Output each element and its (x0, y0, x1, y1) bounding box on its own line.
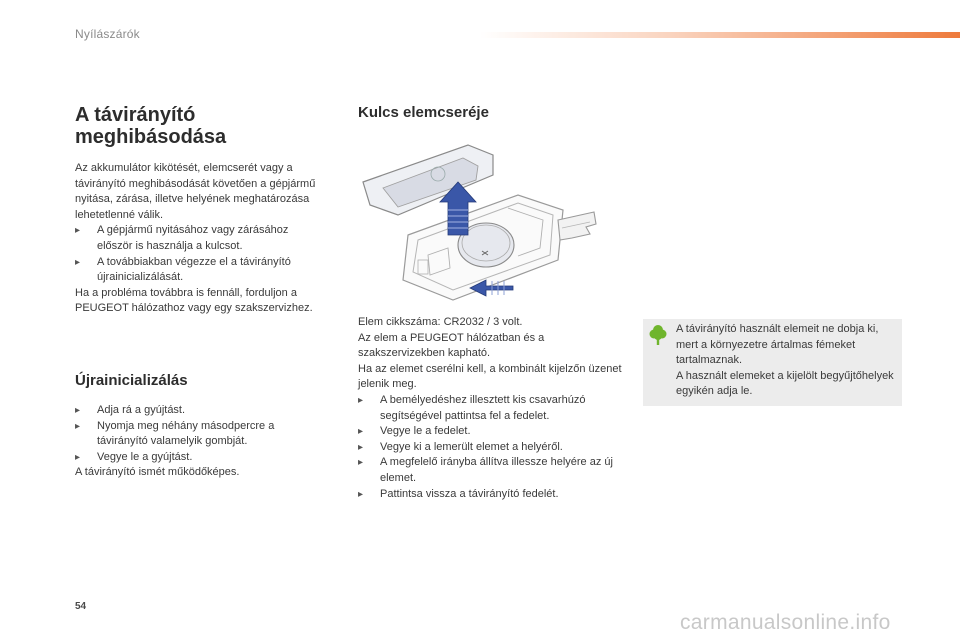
section-title-line2: meghibásodása (75, 126, 227, 148)
bullet-marker: ▸ (358, 457, 364, 469)
list-item: ▸ Nyomja meg néhány másodpercre a távirányító valamelyik gombját. (75, 419, 275, 448)
section-title (75, 104, 325, 148)
bullet-marker: ▸ (358, 426, 364, 438)
battery-title: Kulcs elemcseréje (358, 104, 489, 121)
list-item: ▸ A megfelelő irányba állítva illessze helyére az új elemet. (358, 456, 613, 484)
tree-icon (649, 324, 667, 346)
bullet-marker: ▸ (75, 256, 81, 268)
eco-line: A használt elemeket a kijelölt begyűjtőhelyek egyikén adja le. (676, 369, 894, 398)
header-title: Nyílászárók (75, 27, 140, 41)
watermark: carmanualsonline.info (680, 611, 891, 634)
remote-failure-section (75, 104, 325, 317)
bullet-marker: ▸ (75, 451, 81, 463)
list-item: ▸ A bemélyedéshez illesztett kis csavarhúzó segítségével pattintsa fel a fedelet. (358, 393, 586, 422)
bullet-marker: ▸ (358, 488, 364, 500)
list-item: ▸ Pattintsa vissza a távirányító fedelét. (358, 487, 623, 503)
reinit-bullet-list (75, 403, 325, 465)
page-number: 54 (75, 601, 87, 612)
eco-line: A távirányító használt elemeit ne dobja ki, mert a környezetre ártalmas fémeket tartalmaznak. (676, 323, 879, 367)
failure-bullet-list (75, 223, 325, 285)
battery-section (358, 104, 623, 121)
intro-paragraph: Az akkumulátor kikötését, elemcserét vagy a távirányító meghibásodását követően a gépjármű nyitása, zárása, illetve helyének meghatározása lehetetlenné válik. (75, 162, 316, 221)
list-item: ▸ Adja rá a gyújtást. (75, 403, 325, 419)
battery-line: Az elem a PEUGEOT hálózatban és a szakszervizekben kapható. (358, 331, 545, 360)
reinit-section (75, 372, 325, 481)
bullet-marker: ▸ (75, 405, 81, 416)
list-item: ▸ A gépjármű nyitásához vagy zárásához először is használja a kulcsot. (75, 224, 289, 252)
list-item: ▸ A továbbiakban végezze el a távirányító újrainicializálását. (75, 255, 291, 284)
list-item: ▸ Vegye le a fedelet. (358, 424, 623, 440)
outro-paragraph: Ha a probléma továbbra is fennáll, forduljon a PEUGEOT hálózathoz vagy egy szakszervizhez. (75, 286, 313, 315)
battery-line: Ha az elemet cserélni kell, a kombinált kijelzőn üzenet jelenik meg. (358, 362, 622, 391)
battery-bullet-list (358, 393, 623, 502)
battery-instructions (358, 315, 623, 502)
section-title-line1: A távirányító (75, 104, 196, 126)
reinit-outro: A távirányító ismét működőképes. (75, 466, 240, 479)
key-battery-illustration (358, 140, 598, 305)
reinit-title: Újrainicializálás (75, 372, 188, 389)
bullet-marker: ▸ (358, 394, 364, 406)
list-item: ▸ Vegye ki a lemerült elemet a helyéről. (358, 440, 623, 456)
bullet-marker: ▸ (75, 225, 81, 237)
bullet-marker: ▸ (358, 441, 364, 453)
bullet-marker: ▸ (75, 420, 81, 432)
header-accent-bar (480, 32, 960, 38)
eco-note-box (643, 319, 902, 406)
list-item: ▸ Vegye le a gyújtást. (75, 450, 325, 466)
battery-line: Elem cikkszáma: CR2032 / 3 volt. (358, 316, 523, 328)
key-drawing (358, 140, 598, 305)
